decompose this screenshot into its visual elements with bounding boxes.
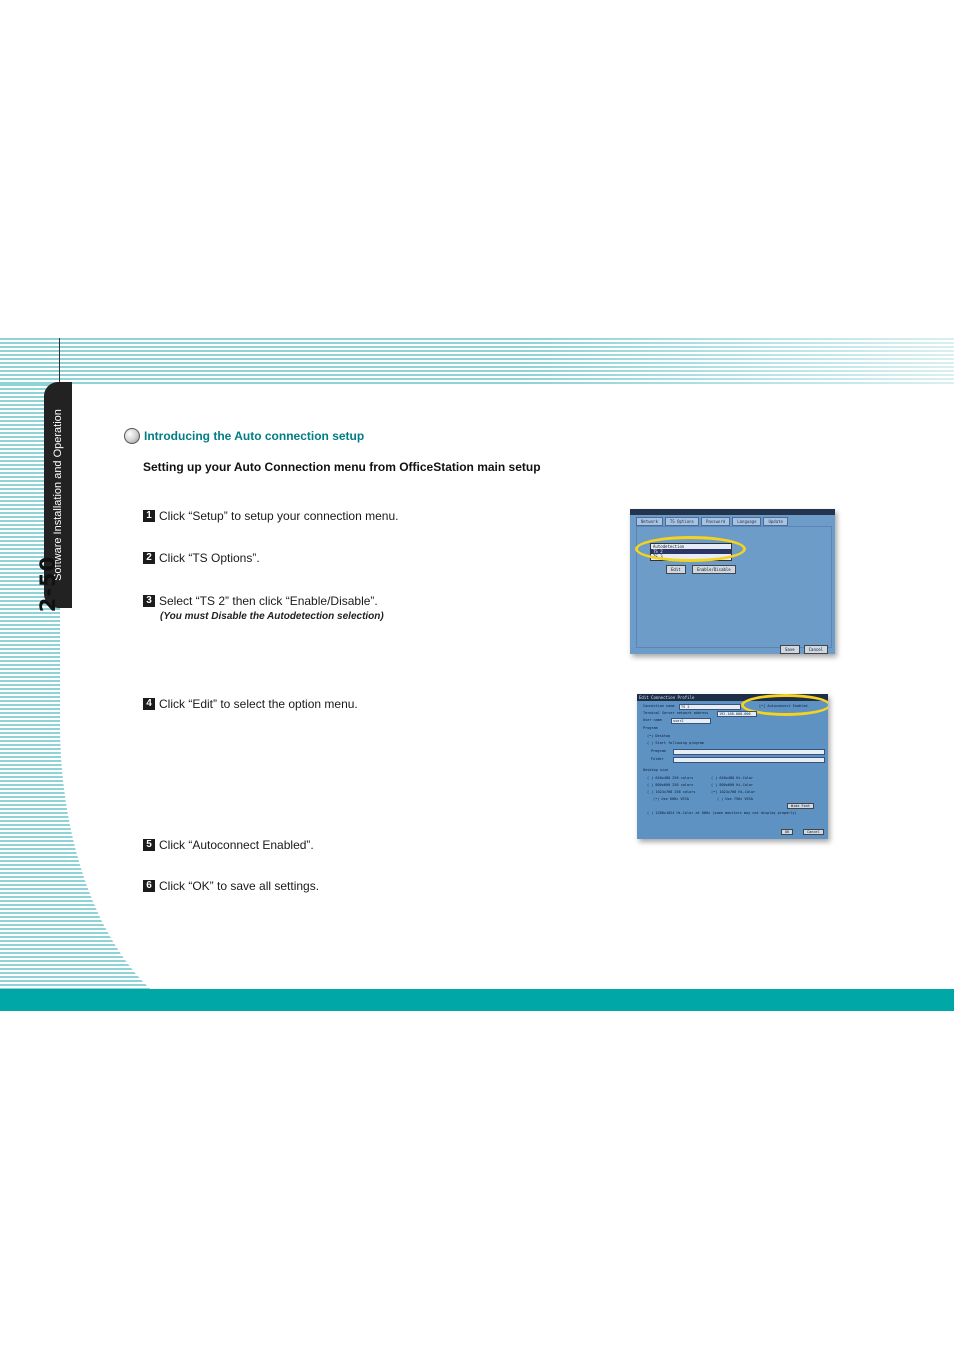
program-header: Program bbox=[643, 726, 658, 730]
server-address-field: 192.168.000.006 bbox=[717, 711, 757, 717]
step-number-icon: 1 bbox=[143, 510, 155, 522]
autoconnect-checkbox: [•] Autoconnect Enabled bbox=[759, 704, 808, 708]
step-6 bbox=[143, 879, 319, 893]
step-3 bbox=[143, 594, 378, 608]
edit-button: Edit bbox=[666, 565, 686, 574]
ts-options-screenshot bbox=[630, 509, 835, 654]
setup-tabs bbox=[636, 517, 788, 526]
screenshot-titlebar bbox=[630, 509, 835, 515]
section-title: Introducing the Auto connection setup bbox=[144, 429, 365, 443]
program-field bbox=[673, 749, 825, 755]
header-stripes bbox=[0, 338, 954, 384]
size-option: ( ) Use 75Hz VESA bbox=[717, 797, 753, 801]
size-option: ( ) 640x480 Hi-Color bbox=[711, 776, 754, 780]
enable-disable-button: Enable/Disable bbox=[692, 565, 736, 574]
step-number-icon: 3 bbox=[143, 595, 155, 607]
section-header bbox=[124, 428, 364, 444]
chapter-title: Software Installation and Operation bbox=[52, 409, 64, 581]
cancel-button: Cancel bbox=[803, 829, 824, 835]
edit-profile-screenshot bbox=[637, 694, 828, 839]
tab-ts-options: TS Options bbox=[665, 517, 699, 526]
bullet-ball-icon bbox=[124, 428, 140, 444]
user-name-label: User name bbox=[643, 718, 662, 722]
connection-name-label: Connection name bbox=[643, 704, 675, 708]
desktop-size-header: Desktop size bbox=[643, 768, 669, 772]
wide-resolution-option: ( ) 1280x1024 Hi-Color at 60Hz (some monitors may not display properly) bbox=[647, 811, 797, 815]
size-option: ( ) 640x480 256 colors bbox=[647, 776, 694, 780]
highlight-oval bbox=[635, 536, 746, 562]
folder-label: Folder bbox=[651, 757, 664, 761]
dialog-title: Edit Connection Profile bbox=[637, 694, 828, 701]
ok-button: OK bbox=[781, 829, 793, 835]
tab-language: Language bbox=[732, 517, 761, 526]
footer-bar bbox=[0, 989, 954, 1011]
step-2 bbox=[143, 551, 260, 565]
user-name-field: user2 bbox=[671, 718, 711, 724]
save-button: Save bbox=[780, 645, 800, 654]
step-text: Click “OK” to save all settings. bbox=[159, 879, 320, 893]
step-text: Select “TS 2” then click “Enable/Disable”. bbox=[159, 594, 378, 608]
tab-network: Network bbox=[636, 517, 663, 526]
size-option: (•) Use 60Hz VESA bbox=[653, 797, 689, 801]
step-number-icon: 4 bbox=[143, 698, 155, 710]
step-text: Click “TS Options”. bbox=[159, 551, 260, 565]
list-item: Autodetection bbox=[653, 544, 685, 549]
tab-password: Password bbox=[701, 517, 730, 526]
list-item: TS 3 bbox=[653, 554, 663, 559]
wide-font-button: Wide Font bbox=[787, 803, 814, 809]
step-number-icon: 6 bbox=[143, 880, 155, 892]
tab-update: Update bbox=[763, 517, 787, 526]
step-3-note: (You must Disable the Autodetection selection) bbox=[160, 611, 384, 622]
start-program-option: ( ) Start following program bbox=[647, 741, 704, 745]
step-number-icon: 5 bbox=[143, 839, 155, 851]
size-option: ( ) 1024x768 256 colors bbox=[647, 790, 696, 794]
connection-name-field: TS 2 bbox=[679, 704, 741, 710]
size-option: ( ) 800x600 256 colors bbox=[647, 783, 694, 787]
step-number-icon: 2 bbox=[143, 552, 155, 564]
program-label: Program bbox=[651, 749, 666, 753]
section-subtitle: Setting up your Auto Connection menu from OfficeStation main setup bbox=[143, 460, 541, 474]
server-address-label: Terminal Server network address bbox=[643, 711, 709, 715]
step-text: Click “Autoconnect Enabled”. bbox=[159, 838, 314, 852]
cancel-button: Cancel bbox=[804, 645, 828, 654]
page-number: 2-50 bbox=[36, 555, 60, 613]
step-text: Click “Setup” to setup your connection menu. bbox=[159, 509, 399, 523]
list-item-selected: TS 2 bbox=[651, 549, 731, 554]
folder-field bbox=[673, 757, 825, 763]
step-4 bbox=[143, 697, 358, 711]
desktop-option: (•) Desktop bbox=[647, 734, 671, 738]
step-text: Click “Edit” to select the option menu. bbox=[159, 697, 358, 711]
step-5 bbox=[143, 838, 314, 852]
dialog-buttons bbox=[780, 645, 828, 654]
step-1 bbox=[143, 509, 398, 523]
size-option: (•) 1024x768 Hi-Color bbox=[711, 790, 756, 794]
size-option: ( ) 800x600 Hi-Color bbox=[711, 783, 754, 787]
